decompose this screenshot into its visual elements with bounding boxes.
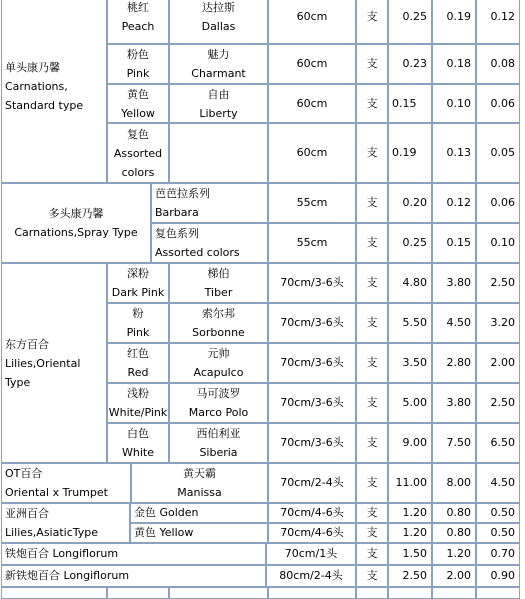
price-cell — [432, 84, 476, 123]
unit-value: 支 — [366, 96, 378, 110]
price-cell — [388, 463, 432, 503]
price-cell — [476, 383, 520, 423]
color-en: Dark Pink — [111, 286, 165, 299]
price-cell — [432, 303, 476, 343]
unit-cell — [356, 84, 388, 123]
price-value: 0.19 — [392, 146, 417, 159]
price-value: 2.50 — [402, 569, 427, 582]
price-value: 0.05 — [490, 146, 515, 159]
product-name-cell — [1, 543, 266, 565]
variety-en: Marco Polo — [188, 406, 249, 419]
color-zh: 红色 — [127, 347, 149, 360]
price-cell — [476, 343, 520, 383]
unit-cell — [356, 123, 388, 183]
variety-en: Dallas — [201, 20, 236, 33]
color-en: Peach — [121, 20, 155, 33]
price-value: 0.80 — [446, 526, 471, 539]
price-value: 0.13 — [446, 146, 471, 159]
price-value: 5.00 — [402, 396, 427, 409]
price-value: 1.20 — [402, 526, 427, 539]
variety-en: Barbara — [155, 206, 199, 219]
price-value: 2.80 — [446, 356, 471, 369]
length-cell — [268, 123, 356, 183]
length-cell — [268, 383, 356, 423]
price-cell — [388, 343, 432, 383]
product-name: 新铁炮百合 Longiflorum — [5, 569, 130, 582]
group-name-en: Oriental x Trumpet — [5, 486, 108, 499]
variety-cell — [151, 223, 268, 263]
price-cell — [476, 223, 520, 263]
price-cell — [432, 565, 476, 587]
price-value: 2.00 — [446, 569, 471, 582]
price-value: 4.50 — [490, 476, 515, 489]
price-cell — [432, 503, 476, 523]
price-cell — [388, 44, 432, 84]
variety-en: Tiber — [204, 286, 233, 299]
length-cell — [268, 303, 356, 343]
price-cell — [476, 183, 520, 223]
length-value: 55cm — [296, 196, 328, 209]
price-value: 3.20 — [490, 316, 515, 329]
color-cell — [107, 84, 169, 123]
price-value: 0.06 — [490, 96, 515, 110]
price-value: 0.10 — [446, 96, 471, 110]
unit-value: 支 — [366, 146, 378, 159]
color-en: colors — [121, 165, 155, 179]
unit-cell — [356, 223, 388, 263]
price-cell — [476, 543, 520, 565]
variety-cell — [131, 463, 268, 503]
table-cell — [268, 587, 356, 599]
length-cell — [268, 263, 356, 303]
length-cell — [268, 463, 356, 503]
variety-zh: 复色系列 — [155, 227, 199, 240]
price-value: 4.80 — [402, 276, 427, 289]
unit-value: 支 — [366, 10, 378, 23]
table-cell — [356, 587, 388, 599]
price-cell — [388, 503, 432, 523]
length-cell — [268, 343, 356, 383]
length-value: 60cm — [296, 96, 328, 110]
price-cell — [388, 0, 432, 44]
unit-cell — [356, 183, 388, 223]
length-cell — [268, 523, 356, 543]
unit-value: 支 — [366, 396, 378, 409]
color-en: Yellow — [121, 107, 155, 120]
unit-cell — [356, 0, 388, 44]
length-value: 70cm/2-4头 — [280, 476, 344, 489]
price-value: 2.50 — [490, 276, 515, 289]
price-value: 3.80 — [446, 396, 471, 409]
unit-value: 支 — [366, 506, 378, 519]
price-value: 0.08 — [490, 57, 515, 70]
variety-cell — [169, 383, 268, 423]
price-value: 0.25 — [402, 236, 427, 249]
price-cell — [388, 565, 432, 587]
variety-zh: 元帅 — [207, 347, 230, 360]
group-name-en: Type — [5, 375, 31, 389]
group-name-zh: 多头康乃馨 — [48, 207, 104, 220]
length-cell — [268, 84, 356, 123]
color-zh: 深粉 — [127, 267, 149, 280]
variety-en: Siberia — [199, 446, 238, 459]
color-variety-cell — [130, 523, 268, 543]
variety-cell — [169, 0, 268, 44]
variety-zh: 达拉斯 — [202, 1, 235, 14]
price-value: 0.20 — [402, 196, 427, 209]
unit-cell — [356, 343, 388, 383]
price-value: 3.80 — [446, 276, 471, 289]
unit-value: 支 — [366, 236, 378, 249]
price-cell — [476, 565, 520, 587]
unit-cell — [356, 463, 388, 503]
variety-zh: 自由 — [207, 88, 230, 101]
color-cell — [107, 0, 169, 44]
color-variety-cell — [130, 503, 268, 523]
length-value: 70cm/3-6头 — [280, 316, 344, 329]
group-name-en: Carnations, — [5, 80, 68, 93]
variety-zh: 梯伯 — [207, 267, 230, 280]
color-cell — [107, 383, 169, 423]
price-value: 6.50 — [490, 436, 515, 449]
color-variety: 黄色 Yellow — [134, 526, 194, 539]
length-cell — [266, 565, 356, 587]
variety-cell — [151, 183, 268, 223]
color-en: Assorted — [113, 146, 163, 160]
price-value: 1.20 — [402, 506, 427, 519]
price-cell — [476, 523, 520, 543]
price-cell — [432, 423, 476, 463]
length-value: 70cm/3-6头 — [280, 436, 344, 449]
price-cell — [388, 263, 432, 303]
color-cell — [107, 303, 169, 343]
variety-zh: 魅力 — [207, 48, 230, 61]
color-cell — [107, 343, 169, 383]
table-cell — [107, 587, 169, 599]
price-cell — [388, 543, 432, 565]
price-cell — [432, 543, 476, 565]
price-cell — [432, 183, 476, 223]
price-value: 0.12 — [446, 196, 471, 209]
price-cell — [388, 303, 432, 343]
length-cell — [268, 183, 356, 223]
unit-value: 支 — [366, 57, 378, 70]
price-value: 4.50 — [446, 316, 471, 329]
price-cell — [476, 84, 520, 123]
color-zh: 浅粉 — [127, 387, 149, 400]
price-value: 0.50 — [490, 526, 515, 539]
group-name-zh: OT百合 — [5, 467, 43, 480]
price-cell — [432, 523, 476, 543]
price-value: 1.20 — [446, 547, 471, 560]
color-cell — [107, 423, 169, 463]
length-value: 70cm/1头 — [284, 547, 338, 560]
group-name-zh: 东方百合 — [5, 337, 49, 351]
variety-cell — [169, 84, 268, 123]
unit-cell — [356, 543, 388, 565]
color-cell — [107, 123, 169, 183]
variety-zh: 马可波罗 — [196, 387, 241, 400]
unit-cell — [356, 383, 388, 423]
price-cell — [388, 383, 432, 423]
length-value: 80cm/2-4头 — [279, 569, 343, 582]
variety-en: Manissa — [177, 486, 222, 499]
unit-cell — [356, 263, 388, 303]
group-cell-asiatic-lily — [1, 503, 130, 543]
unit-value: 支 — [366, 526, 378, 539]
variety-en: Sorbonne — [192, 326, 245, 339]
unit-cell — [356, 503, 388, 523]
price-value: 0.19 — [446, 10, 471, 23]
price-cell — [388, 183, 432, 223]
color-en: Pink — [126, 67, 150, 80]
color-cell — [107, 44, 169, 84]
unit-value: 支 — [366, 196, 378, 209]
price-cell — [432, 263, 476, 303]
length-cell — [266, 543, 356, 565]
length-cell — [268, 0, 356, 44]
table-cell — [1, 587, 107, 599]
variety-cell — [169, 423, 268, 463]
group-cell-ot-lily — [1, 463, 131, 503]
price-value: 0.70 — [490, 547, 515, 560]
price-value: 0.10 — [490, 236, 515, 249]
price-cell — [476, 303, 520, 343]
price-value: 0.23 — [402, 57, 427, 70]
color-en: Red — [127, 366, 149, 379]
unit-value: 支 — [366, 547, 378, 560]
group-cell-carnation-standard — [1, 0, 107, 183]
price-value: 7.50 — [446, 436, 471, 449]
price-cell — [432, 463, 476, 503]
color-en: White — [122, 446, 154, 459]
length-value: 70cm/3-6头 — [280, 396, 344, 409]
price-value: 1.50 — [402, 547, 427, 560]
unit-cell — [356, 44, 388, 84]
price-value: 8.00 — [446, 476, 471, 489]
length-value: 60cm — [296, 57, 328, 70]
price-cell — [432, 123, 476, 183]
color-zh: 白色 — [127, 427, 149, 440]
group-name-en: Lilies,AsiaticType — [5, 526, 99, 539]
table-cell — [388, 587, 432, 599]
price-value: 0.18 — [446, 57, 471, 70]
variety-en: Assorted colors — [155, 246, 240, 259]
group-name-en: Carnations,Spray Type — [14, 226, 138, 239]
price-cell — [432, 383, 476, 423]
length-value: 55cm — [296, 236, 328, 249]
unit-value: 支 — [366, 436, 378, 449]
group-name-zh: 单头康乃馨 — [5, 61, 60, 74]
length-value: 70cm/3-6头 — [280, 356, 344, 369]
variety-zh: 黄天霸 — [183, 467, 216, 480]
color-en: White/Pink — [108, 406, 168, 419]
variety-zh: 西伯利亚 — [196, 427, 241, 440]
product-name: 铁炮百合 Longiflorum — [5, 547, 119, 560]
color-zh: 桃红 — [127, 1, 149, 14]
variety-cell — [169, 303, 268, 343]
length-value: 70cm/4-6头 — [280, 526, 344, 539]
price-value: 0.12 — [490, 10, 515, 23]
length-value: 70cm/4-6头 — [280, 506, 344, 519]
price-cell — [476, 123, 520, 183]
price-value: 0.15 — [392, 96, 417, 110]
color-zh: 粉色 — [127, 48, 149, 61]
unit-value: 支 — [366, 569, 378, 582]
length-value: 60cm — [296, 146, 328, 159]
length-cell — [268, 223, 356, 263]
variety-zh: 芭芭拉系列 — [155, 187, 210, 200]
group-name-en: Standard type — [5, 99, 84, 112]
price-value: 0.90 — [490, 569, 515, 582]
length-cell — [268, 44, 356, 84]
group-name-zh: 亚洲百合 — [5, 507, 49, 520]
unit-cell — [356, 423, 388, 463]
price-cell — [476, 0, 520, 44]
length-cell — [268, 503, 356, 523]
table-cell — [169, 587, 268, 599]
price-cell — [476, 263, 520, 303]
price-cell — [388, 523, 432, 543]
price-value: 0.15 — [446, 236, 471, 249]
unit-value: 支 — [366, 476, 378, 489]
price-cell — [476, 503, 520, 523]
price-value: 0.80 — [446, 506, 471, 519]
price-value: 0.25 — [402, 10, 427, 23]
variety-cell — [169, 263, 268, 303]
unit-value: 支 — [366, 316, 378, 329]
variety-cell — [169, 123, 268, 183]
variety-zh: 索尔邦 — [202, 307, 235, 320]
variety-en: Charmant — [191, 67, 246, 80]
price-cell — [388, 123, 432, 183]
variety-en: Liberty — [199, 107, 238, 120]
unit-cell — [356, 523, 388, 543]
group-cell-lily-oriental — [1, 263, 107, 463]
length-cell — [268, 423, 356, 463]
product-name-cell — [1, 565, 266, 587]
price-cell — [476, 463, 520, 503]
unit-cell — [356, 303, 388, 343]
unit-cell — [356, 565, 388, 587]
price-cell — [432, 223, 476, 263]
group-name-en: Lilies,Oriental — [5, 356, 81, 370]
unit-value: 支 — [366, 356, 378, 369]
price-value: 11.00 — [395, 476, 427, 489]
price-value: 9.00 — [402, 436, 427, 449]
price-value: 0.50 — [490, 506, 515, 519]
color-zh: 黄色 — [127, 88, 149, 101]
variety-cell — [169, 343, 268, 383]
color-zh: 粉 — [132, 307, 144, 320]
color-zh: 复色 — [127, 127, 149, 141]
price-value: 3.50 — [402, 356, 427, 369]
price-cell — [388, 423, 432, 463]
length-value: 70cm/3-6头 — [280, 276, 344, 289]
price-value: 0.06 — [490, 196, 515, 209]
table-cell — [432, 587, 476, 599]
price-cell — [432, 44, 476, 84]
variety-cell — [169, 44, 268, 84]
variety-en: Acapulco — [193, 366, 244, 379]
unit-value: 支 — [366, 276, 378, 289]
price-cell — [432, 0, 476, 44]
price-value: 2.50 — [490, 396, 515, 409]
group-cell-carnation-spray — [1, 183, 151, 263]
color-en: Pink — [126, 326, 150, 339]
price-value: 5.50 — [402, 316, 427, 329]
color-cell — [107, 263, 169, 303]
price-cell — [388, 223, 432, 263]
table-cell — [476, 587, 520, 599]
length-value: 60cm — [296, 10, 328, 23]
price-cell — [432, 343, 476, 383]
price-cell — [476, 423, 520, 463]
price-value: 2.00 — [490, 356, 515, 369]
price-cell — [476, 44, 520, 84]
color-variety: 金色 Golden — [134, 506, 199, 519]
price-cell — [388, 84, 432, 123]
